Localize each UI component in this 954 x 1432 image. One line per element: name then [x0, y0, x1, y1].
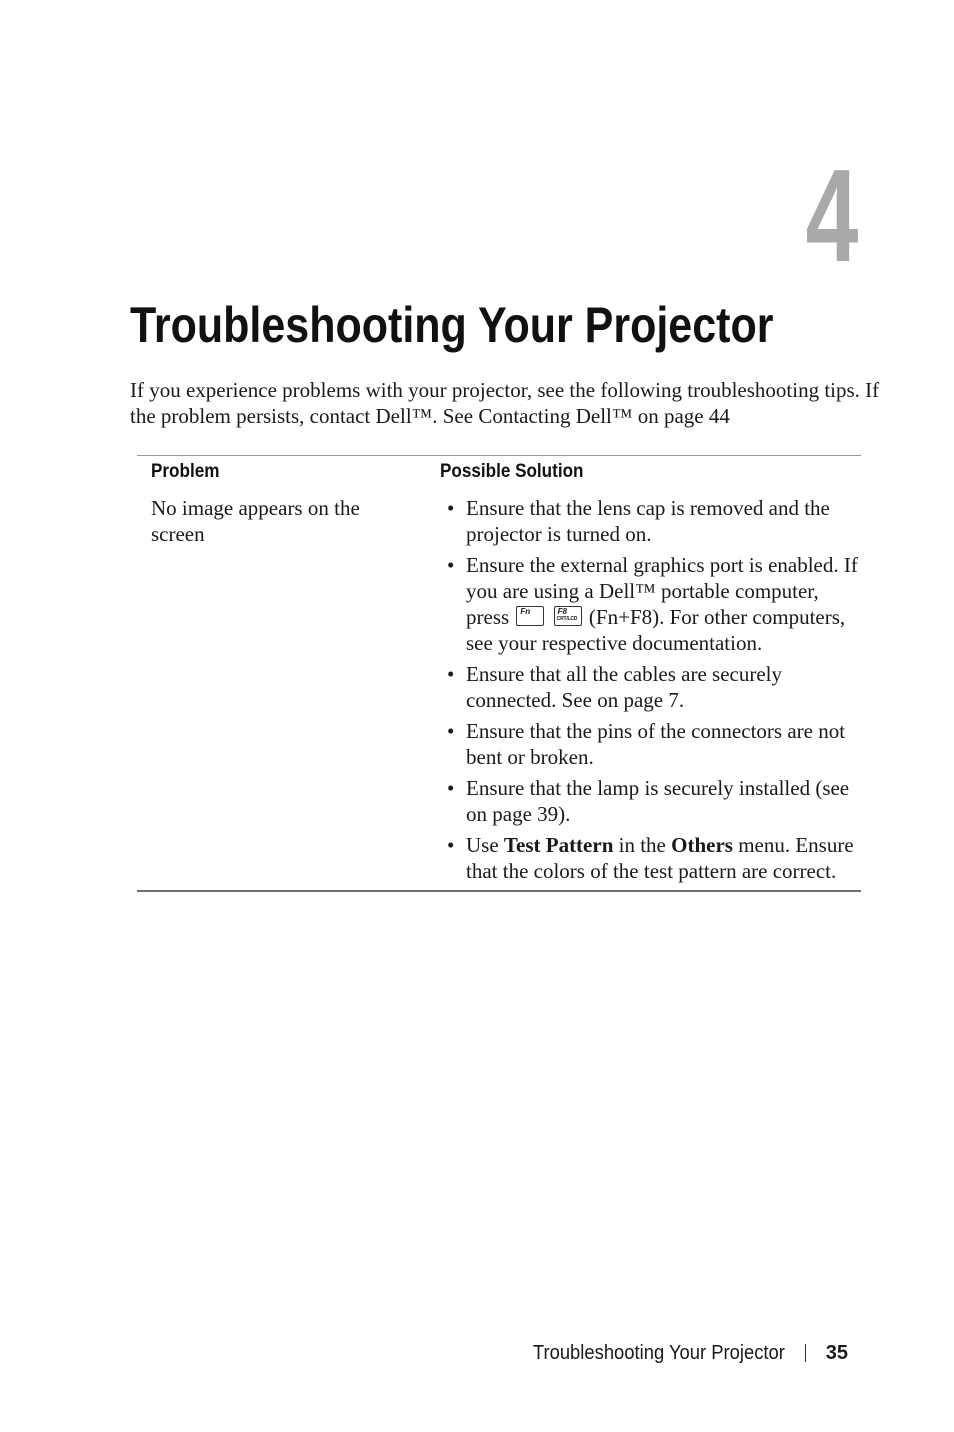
footer-separator: [805, 1344, 806, 1362]
solution-item: [447, 552, 861, 656]
menu-item-test-pattern: Test Pattern: [503, 833, 614, 857]
page-footer: [511, 1340, 848, 1366]
solution-item: [447, 495, 861, 547]
solution-text: menu. Ensure that the colors of the test pattern are correct.: [466, 833, 854, 883]
solution-item: [447, 832, 861, 884]
bullet: •: [447, 662, 455, 686]
chapter-number: 4: [805, 142, 858, 289]
menu-name-others: Others: [671, 833, 733, 857]
solution-text: in the: [618, 833, 666, 857]
bullet: •: [447, 833, 455, 857]
bullet: •: [447, 496, 455, 520]
solution-item: [447, 775, 861, 827]
column-header-problem: Problem: [151, 461, 220, 482]
page-title: Troubleshooting Your Projector: [130, 297, 774, 353]
troubleshooting-table: [137, 455, 861, 892]
problem-cell: No image appears on the screen: [151, 496, 360, 546]
bullet: •: [447, 776, 455, 800]
bullet: •: [447, 553, 455, 577]
solution-text: Ensure that the lens cap is removed and the projector is turned on.: [466, 496, 830, 546]
solution-text: Ensure that all the cables are securely connected. See on page 7.: [466, 662, 783, 712]
solution-text: Ensure that the pins of the connectors are not bent or broken.: [466, 719, 846, 769]
footer-title: Troubleshooting Your Projector: [532, 1341, 785, 1364]
solution-item: [447, 661, 861, 713]
solution-text: (Fn+F8). For other computers, see your respective documentation.: [466, 605, 846, 655]
table-header: [137, 456, 861, 492]
table-row: [137, 492, 861, 884]
solution-list: [447, 492, 861, 884]
solution-text: Ensure the external graphics port is enabled. If you are using a Dell™ portable computer, press: [466, 553, 858, 629]
solution-text: Ensure that the lamp is securely installed (see on page 39).: [466, 776, 850, 826]
bullet: •: [447, 719, 455, 743]
fn-key-icon: Fn: [516, 606, 544, 626]
column-header-solution: Possible Solution: [440, 461, 584, 482]
solution-text: Use: [466, 833, 499, 857]
intro-paragraph: If you experience problems with your projector, see the following troubleshooting tips. If the problem persists, contact Dell™. See Contacting Dell™ on page 44: [130, 378, 880, 428]
solution-item: [447, 718, 861, 770]
f8-key-icon: F8 CRT/LCD: [554, 606, 582, 626]
page-number: 35: [825, 1341, 848, 1364]
